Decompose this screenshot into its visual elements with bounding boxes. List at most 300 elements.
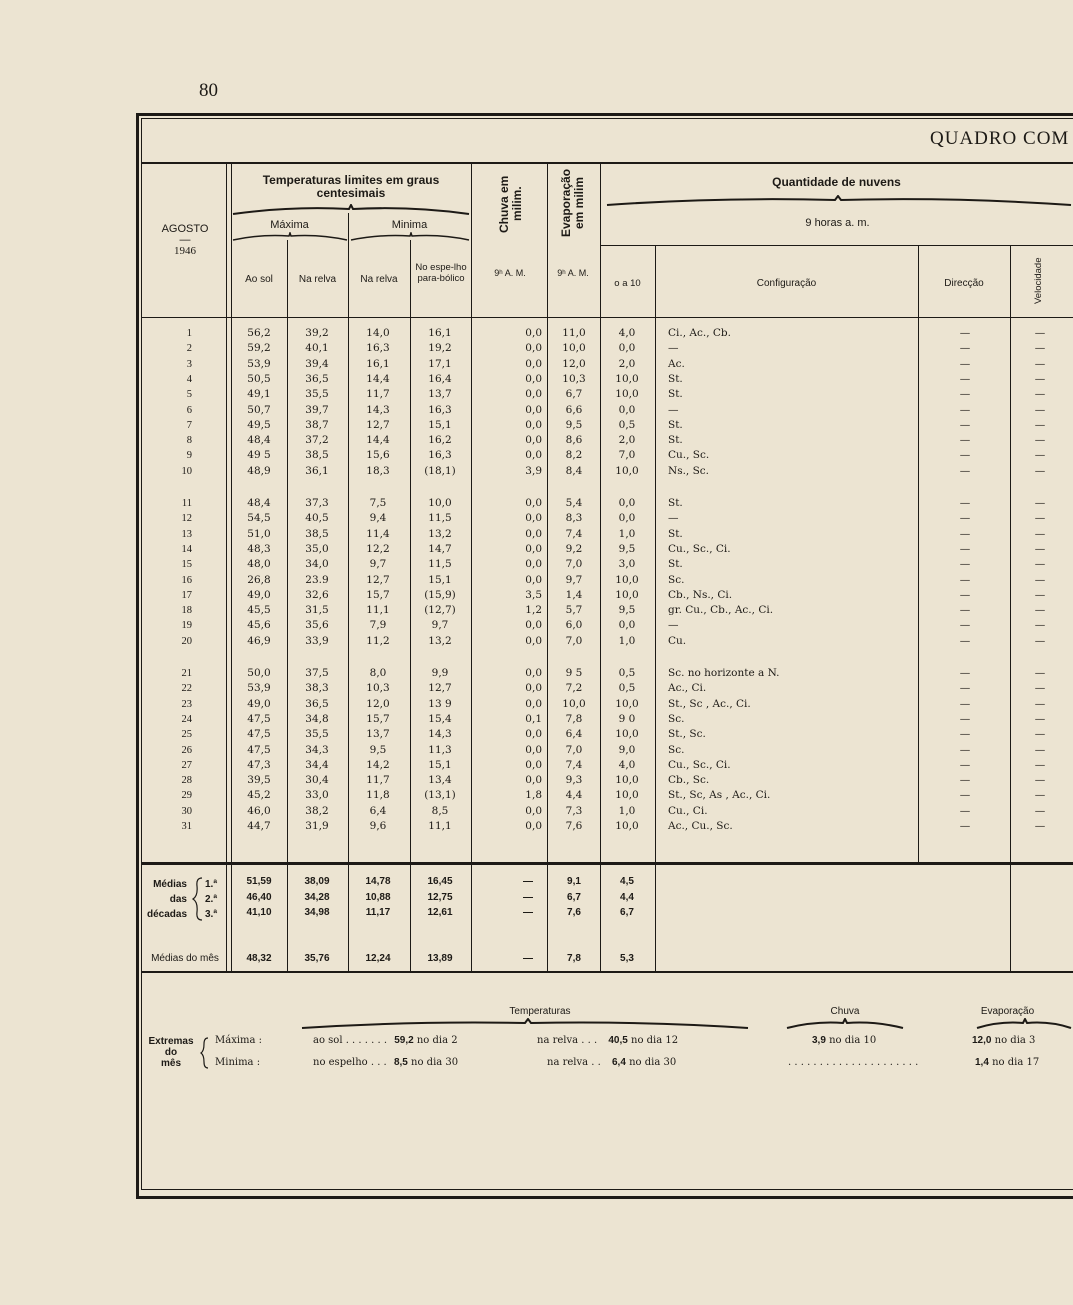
cell-relva: 36,1 [305, 464, 329, 477]
cell-evap: 5,4 [565, 497, 583, 509]
cell-conf: Cu., Sc. [668, 449, 710, 462]
cell-relva: 34,3 [305, 743, 329, 756]
cell-min: 7,9 [369, 619, 387, 632]
extremas-brace-icon [200, 1036, 210, 1070]
cell-d: 18 [181, 605, 192, 617]
ext-min-evap-day: no dia 17 [992, 1057, 1040, 1068]
cell-nuv: 9,0 [618, 743, 636, 756]
cell-nuv: 10,0 [615, 697, 639, 710]
oa10-header: o a 10 [614, 278, 641, 289]
maxima-header: Máxima [270, 219, 309, 231]
cell-relva: 36,5 [305, 372, 329, 385]
ext-max-evap [972, 1035, 1035, 1046]
cell-evap: 6,4 [565, 728, 583, 741]
cell-chuva: 0,0 [525, 357, 542, 370]
cell-chuva: 0,0 [525, 758, 542, 771]
cell-nuv: 0,5 [618, 667, 636, 679]
cell-min: 12,7 [366, 418, 390, 431]
cell-d: 19 [181, 620, 192, 632]
cell-nuv: 10,0 [615, 728, 639, 741]
extremas-label-1: Extremas [148, 1036, 194, 1047]
cell-chuva: 0,0 [525, 418, 542, 431]
cell-chuva: 0,0 [525, 573, 542, 586]
cell-relva: 31,9 [305, 820, 329, 832]
cell-relva: 31,5 [305, 604, 329, 617]
medias-cell-nuv: 6,7 [620, 907, 634, 918]
cell-chuva: 0,0 [525, 820, 542, 832]
cell-min: 14,3 [366, 403, 390, 416]
cell-chuva: 0,0 [525, 527, 542, 540]
cell-conf: Ac. [668, 357, 685, 370]
cell-sol: 49 5 [247, 449, 271, 462]
ext-max-sol-value: 59,2 [394, 1035, 414, 1046]
cell-evap: 12,0 [562, 357, 586, 370]
cell-evap: 9,2 [565, 542, 583, 555]
cell-conf: Sc. [668, 712, 685, 725]
cell-dir: — [959, 558, 971, 571]
medias-cell-min: 14,78 [365, 876, 391, 887]
cell-sol: 47,3 [247, 758, 271, 771]
cell-conf: Cu., Sc., Ci. [668, 542, 731, 555]
cell-chuva: 0,0 [525, 512, 542, 525]
cell-min: 12,7 [366, 573, 390, 586]
month-dash: — [179, 234, 191, 246]
cell-chuva: 0,0 [525, 342, 542, 355]
cell-min: 6,4 [369, 804, 387, 817]
cell-dir: — [959, 527, 971, 540]
chuva-time: 9ʰ A. M. [494, 268, 526, 278]
ext-max-chuva-value: 3,9 [812, 1035, 826, 1046]
cell-min: 11,4 [366, 527, 390, 540]
cell-chuva: 0,0 [525, 434, 542, 447]
medias-cell-sol: 46,40 [246, 891, 272, 903]
cell-vel: — [1034, 634, 1046, 647]
extremas-label-3: mês [160, 1058, 181, 1069]
cell-min: 15,6 [366, 449, 390, 462]
cell-vel: — [1034, 497, 1046, 509]
ext-chuva-header: Chuva [830, 1006, 860, 1017]
medias-cell-chuva: — [523, 876, 533, 887]
cell-vel: — [1034, 449, 1046, 462]
medias-mes-label: Médias do mês [151, 953, 219, 964]
cell-vel: — [1034, 820, 1046, 832]
temp-group-header: Temperaturas limites em graus centesimais [262, 173, 440, 200]
cell-vel: — [1034, 789, 1046, 802]
ext-evap-header: Evaporação [980, 1006, 1035, 1017]
ext-max-relva-value: 40,5 [608, 1035, 628, 1046]
cell-d: 16 [181, 574, 192, 586]
medias-cell-sol: 41,10 [246, 907, 272, 918]
cell-dir: — [959, 619, 971, 632]
cell-conf: St., Sc , Ac., Ci. [668, 697, 751, 710]
ext-min-relva-day: no dia 30 [629, 1057, 677, 1068]
cell-conf: — [668, 619, 679, 632]
cell-nuv: 9,5 [618, 542, 636, 555]
ext-min-evap [975, 1057, 1039, 1068]
cell-chuva: 0,0 [525, 558, 542, 571]
cell-esp: 17,1 [428, 357, 452, 370]
ext-min-evap-value: 1,4 [975, 1057, 989, 1068]
cell-evap: 6,7 [565, 388, 583, 401]
cell-esp: 14,3 [428, 728, 452, 741]
nuvens-brace [605, 195, 1073, 207]
ext-min-relva-value: 6,4 [612, 1057, 626, 1068]
cell-sol: 50,5 [247, 372, 271, 385]
cell-evap: 10,0 [562, 697, 586, 710]
cell-relva: 34,8 [305, 712, 329, 725]
cell-chuva: 0,1 [525, 712, 542, 725]
cell-min: 10,3 [366, 682, 390, 695]
ext-minima-label: Minima : [215, 1057, 261, 1068]
cell-min: 14,4 [366, 372, 390, 385]
cell-d: 12 [181, 513, 192, 525]
cell-evap: 7,6 [565, 820, 583, 832]
decade-2-label: 2.ª [205, 894, 218, 905]
cell-relva: 38,2 [305, 804, 329, 817]
cell-vel: — [1034, 464, 1046, 477]
cell-conf: Sc. no horizonte a N. [668, 667, 780, 679]
cell-min: 11,7 [366, 774, 390, 787]
cell-conf: Ci., Ac., Cb. [668, 327, 731, 339]
col-line [547, 163, 548, 971]
evap-header: Evaporação em milim [559, 168, 586, 238]
medias-label-1: Médias [153, 879, 187, 890]
cell-nuv: 10,0 [615, 464, 639, 477]
cell-chuva: 0,0 [525, 619, 542, 632]
medias-brace-icon [192, 876, 204, 922]
cell-min: 18,3 [366, 464, 390, 477]
cell-d: 28 [181, 775, 192, 787]
cell-nuv: 10,0 [615, 588, 639, 601]
cell-min: 7,5 [369, 497, 387, 509]
cell-sol: 53,9 [247, 357, 271, 370]
cell-sol: 45,5 [247, 604, 271, 617]
cell-chuva: 0,0 [525, 542, 542, 555]
cell-esp: 11,5 [428, 512, 452, 525]
cell-nuv: 10,0 [615, 820, 639, 832]
cell-min: 13,7 [366, 728, 390, 741]
year-label: 1946 [174, 245, 196, 257]
cell-d: 11 [181, 498, 192, 509]
cell-esp: 16,3 [428, 403, 452, 416]
cell-esp: 15,1 [428, 573, 452, 586]
cell-d: 9 [186, 450, 192, 462]
cell-d: 7 [186, 419, 192, 431]
cell-esp: (18,1) [424, 464, 456, 477]
cell-relva: 35,6 [305, 619, 329, 632]
medias-cell-esp: 16,45 [427, 876, 453, 887]
cell-evap: 11,0 [562, 327, 586, 339]
cell-vel: — [1034, 743, 1046, 756]
cell-d: 21 [181, 668, 192, 679]
cell-vel: — [1034, 728, 1046, 741]
cell-esp: (12,7) [424, 604, 456, 617]
mes-cell-evap: 7,8 [567, 953, 581, 964]
cell-dir: — [959, 804, 971, 817]
cell-relva: 38,7 [305, 418, 329, 431]
cell-min: 16,1 [366, 357, 390, 370]
cell-evap: 7,0 [565, 743, 583, 756]
cell-nuv: 0,0 [618, 342, 636, 355]
cell-d: 1 [186, 328, 192, 339]
cell-nuv: 4,0 [618, 758, 636, 771]
mes-cell-chuva: — [523, 953, 533, 964]
mes-cell-esp: 13,89 [427, 953, 453, 964]
cell-conf: St. [668, 527, 683, 540]
cell-d: 13 [181, 528, 192, 540]
cell-relva: 37,5 [305, 667, 329, 679]
ext-max-evap-value: 12,0 [972, 1035, 992, 1046]
cell-esp: 13,7 [428, 388, 452, 401]
cell-evap: 7,2 [565, 682, 583, 695]
cell-vel: — [1034, 388, 1046, 401]
cell-chuva: 1,2 [525, 604, 542, 617]
cell-vel: — [1034, 604, 1046, 617]
na-relva-min-header: Na relva [360, 274, 398, 285]
cell-dir: — [959, 604, 971, 617]
cell-esp: 9,7 [431, 619, 449, 632]
ext-temperaturas-header: Temperaturas [509, 1006, 571, 1017]
col-line [226, 163, 227, 971]
medias-cell-relva: 34,28 [304, 891, 330, 903]
cell-sol: 48,3 [247, 542, 271, 555]
cell-relva: 23.9 [305, 573, 329, 586]
cell-sol: 46,0 [247, 804, 271, 817]
espelho-header: No espe-lho para-bólico [415, 262, 467, 284]
cell-d: 4 [186, 373, 192, 385]
medias-cell-evap: 6,7 [567, 891, 581, 903]
cell-vel: — [1034, 542, 1046, 555]
cell-vel: — [1034, 804, 1046, 817]
cell-nuv: 0,5 [618, 418, 636, 431]
medias-cell-min: 11,17 [365, 907, 391, 918]
cell-dir: — [959, 512, 971, 525]
cell-nuv: 0,0 [618, 497, 636, 509]
cell-dir: — [959, 342, 971, 355]
cell-chuva: 0,0 [525, 449, 542, 462]
nuvens-header: Quantidade de nuvens [772, 175, 901, 189]
cell-d: 14 [181, 543, 192, 555]
mes-cell-nuv: 5,3 [620, 953, 634, 964]
cell-min: 9,4 [369, 512, 387, 525]
cell-relva: 30,4 [305, 774, 329, 787]
cell-evap: 8,4 [565, 464, 583, 477]
cell-relva: 35,5 [305, 728, 329, 741]
cell-vel: — [1034, 619, 1046, 632]
cell-vel: — [1034, 327, 1046, 339]
cell-dir: — [959, 743, 971, 756]
cell-esp: 16,3 [428, 449, 452, 462]
cell-relva: 40,5 [305, 512, 329, 525]
na-relva-max-header: Na relva [298, 274, 337, 285]
cell-evap: 7,0 [565, 634, 583, 647]
col-line [287, 240, 288, 971]
medias-cell-relva: 34,98 [304, 907, 330, 918]
cell-min: 9,7 [369, 558, 387, 571]
cell-nuv: 0,0 [618, 512, 636, 525]
cell-nuv: 2,0 [618, 434, 636, 447]
cell-evap: 4,4 [565, 789, 583, 802]
ext-min-relva [547, 1057, 676, 1068]
direccao-header: Direcção [944, 278, 984, 289]
cell-min: 11,7 [366, 388, 390, 401]
cell-min: 12,0 [366, 697, 390, 710]
max-min-braces [231, 232, 471, 242]
medias-cell-nuv: 4,5 [620, 876, 634, 887]
cell-d: 26 [181, 744, 192, 756]
cell-d: 10 [181, 465, 192, 477]
cell-vel: — [1034, 758, 1046, 771]
cell-nuv: 10,0 [615, 372, 639, 385]
cell-conf: St. [668, 434, 683, 447]
month-label: AGOSTO [161, 223, 209, 235]
cell-relva: 37,2 [305, 434, 329, 447]
cell-evap: 9,3 [565, 774, 583, 787]
cell-vel: — [1034, 512, 1046, 525]
cell-chuva: 0,0 [525, 667, 542, 679]
cell-evap: 8,2 [565, 449, 583, 462]
cell-chuva: 3,9 [525, 464, 542, 477]
cell-dir: — [959, 449, 971, 462]
cell-conf: — [668, 512, 679, 525]
cell-min: 11,2 [366, 634, 390, 647]
cell-dir: — [959, 634, 971, 647]
cell-nuv: 10,0 [615, 388, 639, 401]
decade-labels [205, 877, 217, 922]
cell-evap: 5,7 [565, 604, 583, 617]
cell-dir: — [959, 682, 971, 695]
cell-nuv: 1,0 [618, 527, 636, 540]
header-bottom-rule [141, 317, 1073, 318]
cell-relva: 34,4 [305, 758, 329, 771]
cell-d: 3 [186, 358, 192, 370]
cell-evap: 6,0 [565, 619, 583, 632]
cell-esp: 19,2 [428, 342, 452, 355]
medias-cell-nuv: 4,4 [620, 891, 634, 903]
cell-nuv: 9 0 [618, 712, 636, 725]
cell-chuva: 0,0 [525, 372, 542, 385]
cell-esp: 14,7 [428, 542, 452, 555]
cell-min: 14,0 [366, 327, 390, 339]
cell-d: 25 [181, 729, 192, 741]
cell-esp: 11,5 [428, 558, 452, 571]
cell-dir: — [959, 357, 971, 370]
medias-cell-relva: 38,09 [304, 876, 330, 887]
cell-relva: 39,2 [305, 327, 329, 339]
nove-horas-header: 9 horas a. m. [805, 217, 870, 229]
cell-esp: 16,4 [428, 372, 452, 385]
cell-evap: 9,7 [565, 573, 583, 586]
nuvens-sub-rule [600, 245, 1073, 246]
cell-esp: 15,1 [428, 758, 452, 771]
cell-nuv: 1,0 [618, 804, 636, 817]
cell-relva: 38,5 [305, 449, 329, 462]
cell-d: 29 [181, 790, 192, 802]
cell-nuv: 10,0 [615, 789, 639, 802]
medias-cell-esp: 12,61 [427, 907, 453, 918]
cell-sol: 50,7 [247, 403, 271, 416]
cell-dir: — [959, 774, 971, 787]
cell-min: 12,2 [366, 542, 390, 555]
ext-max-evap-day: no dia 3 [994, 1035, 1036, 1046]
cell-sol: 53,9 [247, 682, 271, 695]
cell-dir: — [959, 588, 971, 601]
cell-relva: 38,5 [305, 527, 329, 540]
cell-esp: 10,0 [428, 497, 452, 509]
cell-sol: 48,0 [247, 558, 271, 571]
cell-nuv: 2,0 [618, 357, 636, 370]
cell-conf: St. [668, 497, 683, 509]
cell-vel: — [1034, 573, 1046, 586]
cell-dir: — [959, 712, 971, 725]
cell-dir: — [959, 388, 971, 401]
ext-min-esp [313, 1057, 458, 1068]
cell-d: 2 [186, 343, 192, 355]
cell-d: 5 [186, 389, 192, 401]
ext-min-esp-label: no espelho . . . [313, 1057, 387, 1068]
page-number: 80 [199, 80, 218, 101]
cell-esp: 11,1 [428, 820, 452, 832]
cell-dir: — [959, 820, 971, 832]
cell-sol: 45,6 [247, 619, 271, 632]
cell-sol: 56,2 [247, 327, 271, 339]
cell-dir: — [959, 418, 971, 431]
cell-evap: 6,6 [565, 403, 583, 416]
cell-nuv: 0,0 [618, 403, 636, 416]
col-line [1010, 245, 1011, 971]
cell-chuva: 0,0 [525, 804, 542, 817]
cell-d: 31 [181, 821, 192, 832]
cell-relva: 32,6 [305, 588, 329, 601]
cell-sol: 54,5 [247, 512, 271, 525]
cell-dir: — [959, 327, 971, 339]
cell-dir: — [959, 697, 971, 710]
velocidade-header: Velocidade [1033, 257, 1044, 305]
medias-label-2: das [169, 894, 187, 905]
cell-evap: 7,8 [565, 712, 583, 725]
cell-nuv: 9,5 [618, 604, 636, 617]
extremas-label-2: do [164, 1047, 178, 1058]
cell-conf: St. [668, 372, 683, 385]
cell-conf: St. [668, 388, 683, 401]
mes-cell-sol: 48,32 [246, 953, 272, 964]
ext-maxima-label: Máxima : [215, 1035, 263, 1046]
cell-d: 6 [186, 404, 192, 416]
cell-sol: 46,9 [247, 634, 271, 647]
cell-dir: — [959, 434, 971, 447]
cell-conf: Ac., Ci. [668, 682, 707, 695]
ext-max-chuva-day: no dia 10 [829, 1035, 877, 1046]
cell-chuva: 1,8 [525, 789, 542, 802]
cell-evap: 7,0 [565, 558, 583, 571]
col-line [348, 213, 349, 971]
cell-evap: 1,4 [565, 588, 583, 601]
cell-evap: 10,0 [562, 342, 586, 355]
cell-esp: 13,2 [428, 634, 452, 647]
cell-sol: 48,9 [247, 464, 271, 477]
cell-chuva: 0,0 [525, 327, 542, 339]
cell-esp: 16,2 [428, 434, 452, 447]
cell-nuv: 1,0 [618, 634, 636, 647]
cell-vel: — [1034, 403, 1046, 416]
cell-vel: — [1034, 418, 1046, 431]
cell-dir: — [959, 758, 971, 771]
cell-esp: 16,1 [428, 327, 452, 339]
decade-3-label: 3.ª [205, 909, 218, 920]
cell-conf: Sc. [668, 573, 685, 586]
ext-temp-brace [300, 1018, 750, 1030]
cell-sol: 44,7 [247, 820, 271, 832]
